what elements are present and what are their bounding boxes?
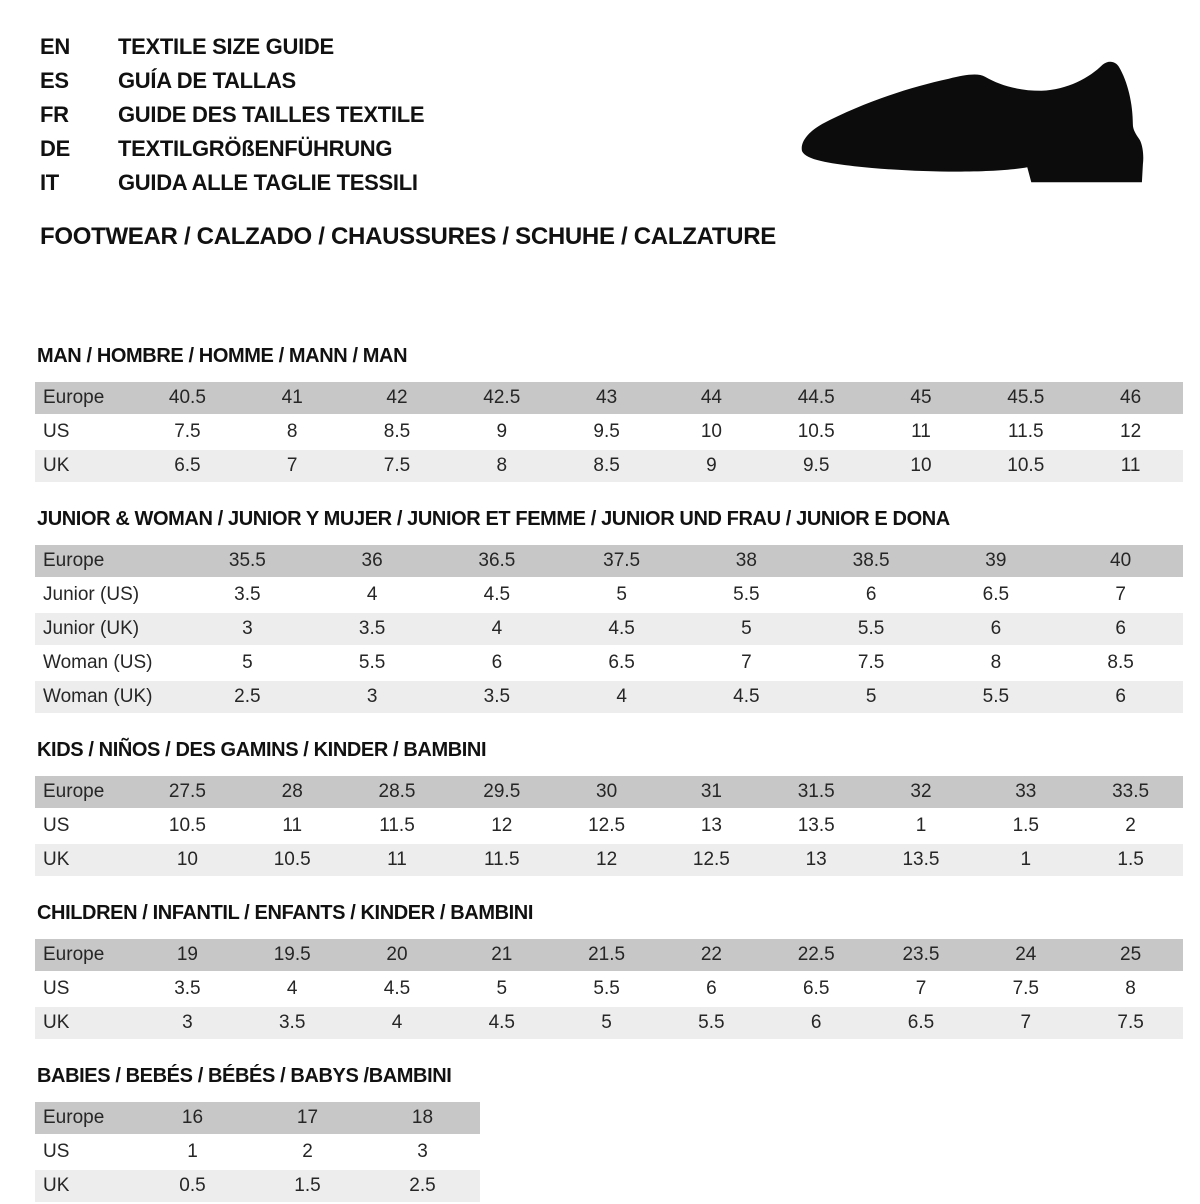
size-table-section <box>35 345 1183 484</box>
size-cell: 20 <box>345 939 450 972</box>
size-cell: 31.5 <box>764 776 869 809</box>
size-cell: 29.5 <box>449 776 554 809</box>
size-cell: 45.5 <box>973 382 1078 415</box>
size-cell: 43 <box>554 382 659 415</box>
row-label: Europe <box>35 939 135 972</box>
size-cell: 2 <box>1078 809 1183 843</box>
size-cell: 37.5 <box>559 545 684 578</box>
size-cell: 9 <box>659 449 764 483</box>
size-cell: 8.5 <box>1058 646 1183 680</box>
size-cell: 39 <box>934 545 1059 578</box>
language-code: ES <box>40 68 69 93</box>
size-cell: 8 <box>934 646 1059 680</box>
size-cell: 5 <box>559 578 684 612</box>
table-row <box>35 776 1183 809</box>
size-cell: 6.5 <box>764 972 869 1006</box>
language-code: FR <box>40 102 69 127</box>
size-table-section <box>35 902 1183 1041</box>
language-title-list <box>40 30 424 200</box>
size-tables <box>35 345 1183 1204</box>
size-cell: 6.5 <box>869 1006 974 1040</box>
size-cell: 6 <box>1058 612 1183 646</box>
size-cell: 38 <box>684 545 809 578</box>
size-cell: 1 <box>135 1135 250 1169</box>
size-cell: 28 <box>240 776 345 809</box>
size-cell: 19 <box>135 939 240 972</box>
table-row <box>35 646 1183 680</box>
size-cell: 9.5 <box>764 449 869 483</box>
size-cell: 2.5 <box>185 680 310 714</box>
size-cell: 9 <box>449 415 554 449</box>
size-cell: 5 <box>449 972 554 1006</box>
size-cell: 4.5 <box>345 972 450 1006</box>
size-cell: 5 <box>185 646 310 680</box>
size-cell: 41 <box>240 382 345 415</box>
language-code: EN <box>40 34 70 59</box>
size-cell: 5.5 <box>554 972 659 1006</box>
size-cell: 11 <box>240 809 345 843</box>
size-cell: 7.5 <box>1078 1006 1183 1040</box>
row-label: Junior (UK) <box>35 612 185 646</box>
guide-title: GUÍA DE TALLAS <box>118 68 296 93</box>
table-row <box>35 1135 480 1169</box>
size-cell: 7 <box>973 1006 1078 1040</box>
row-label: Woman (US) <box>35 646 185 680</box>
size-cell: 10 <box>869 449 974 483</box>
dress-shoe-silhouette <box>802 62 1144 183</box>
size-cell: 7.5 <box>135 415 240 449</box>
size-cell: 5.5 <box>934 680 1059 714</box>
size-cell: 7.5 <box>345 449 450 483</box>
size-cell: 4.5 <box>684 680 809 714</box>
size-cell: 3.5 <box>435 680 560 714</box>
size-cell: 13.5 <box>764 809 869 843</box>
size-cell: 3 <box>310 680 435 714</box>
guide-title: TEXTILE SIZE GUIDE <box>118 34 334 59</box>
size-cell: 40.5 <box>135 382 240 415</box>
size-table-title: CHILDREN / INFANTIL / ENFANTS / KINDER / BAMBINI <box>37 902 533 924</box>
size-cell: 3 <box>135 1006 240 1040</box>
size-cell: 1.5 <box>250 1169 365 1203</box>
guide-title: GUIDA ALLE TAGLIE TESSILI <box>118 170 418 195</box>
table-row <box>35 1102 480 1135</box>
size-cell: 9.5 <box>554 415 659 449</box>
language-row <box>40 166 424 200</box>
size-cell: 12.5 <box>554 809 659 843</box>
size-table <box>35 545 1183 715</box>
size-cell: 7 <box>869 972 974 1006</box>
size-cell: 1 <box>973 843 1078 877</box>
size-cell: 4.5 <box>449 1006 554 1040</box>
shoe-icon <box>798 55 1160 197</box>
size-cell: 10.5 <box>135 809 240 843</box>
table-row <box>35 612 1183 646</box>
size-cell: 21 <box>449 939 554 972</box>
size-cell: 18 <box>365 1102 480 1135</box>
size-cell: 42.5 <box>449 382 554 415</box>
language-row <box>40 132 424 166</box>
table-row <box>35 449 1183 483</box>
size-cell: 1.5 <box>1078 843 1183 877</box>
size-cell: 4 <box>559 680 684 714</box>
size-cell: 36 <box>310 545 435 578</box>
size-cell: 33 <box>973 776 1078 809</box>
size-cell: 8 <box>449 449 554 483</box>
size-cell: 8.5 <box>345 415 450 449</box>
size-cell: 36.5 <box>435 545 560 578</box>
size-cell: 16 <box>135 1102 250 1135</box>
size-cell: 46 <box>1078 382 1183 415</box>
size-cell: 5 <box>554 1006 659 1040</box>
size-cell: 6.5 <box>934 578 1059 612</box>
guide-title: TEXTILGRÖßENFÜHRUNG <box>118 136 393 161</box>
size-cell: 12.5 <box>659 843 764 877</box>
size-cell: 10 <box>659 415 764 449</box>
size-table-title: BABIES / BEBÉS / BÉBÉS / BABYS /BAMBINI <box>37 1065 452 1087</box>
size-cell: 7.5 <box>809 646 934 680</box>
size-cell: 40 <box>1058 545 1183 578</box>
size-cell: 30 <box>554 776 659 809</box>
row-label: US <box>35 809 135 843</box>
size-cell: 5.5 <box>684 578 809 612</box>
size-cell: 2 <box>250 1135 365 1169</box>
size-cell: 12 <box>554 843 659 877</box>
size-cell: 25 <box>1078 939 1183 972</box>
size-cell: 4 <box>435 612 560 646</box>
table-row <box>35 680 1183 714</box>
size-cell: 2.5 <box>365 1169 480 1203</box>
size-cell: 24 <box>973 939 1078 972</box>
size-cell: 3.5 <box>135 972 240 1006</box>
size-cell: 6.5 <box>559 646 684 680</box>
size-table-title: MAN / HOMBRE / HOMME / MANN / MAN <box>37 345 408 367</box>
size-cell: 6.5 <box>135 449 240 483</box>
category-title: FOOTWEAR / CALZADO / CHAUSSURES / SCHUHE / CALZATURE <box>40 223 776 250</box>
size-cell: 44 <box>659 382 764 415</box>
size-cell: 6 <box>934 612 1059 646</box>
size-table-section <box>35 739 1183 878</box>
row-label: UK <box>35 449 135 483</box>
size-cell: 3 <box>365 1135 480 1169</box>
size-cell: 6 <box>659 972 764 1006</box>
size-table-section <box>35 1065 1183 1204</box>
table-row <box>35 809 1183 843</box>
size-cell: 4 <box>310 578 435 612</box>
size-cell: 4 <box>345 1006 450 1040</box>
size-cell: 11.5 <box>345 809 450 843</box>
size-cell: 21.5 <box>554 939 659 972</box>
language-code: DE <box>40 136 70 161</box>
table-row <box>35 415 1183 449</box>
size-cell: 1 <box>869 809 974 843</box>
row-label: US <box>35 415 135 449</box>
size-table <box>35 776 1183 878</box>
size-cell: 11.5 <box>973 415 1078 449</box>
size-cell: 5 <box>684 612 809 646</box>
size-table-title: JUNIOR & WOMAN / JUNIOR Y MUJER / JUNIOR ET FEMME / JUNIOR UND FRAU / JUNIOR E DONA <box>37 508 950 530</box>
size-cell: 35.5 <box>185 545 310 578</box>
size-cell: 10.5 <box>240 843 345 877</box>
size-table-section <box>35 508 1183 715</box>
row-label: UK <box>35 1169 135 1203</box>
size-cell: 3 <box>185 612 310 646</box>
size-cell: 7 <box>240 449 345 483</box>
size-cell: 42 <box>345 382 450 415</box>
size-cell: 12 <box>449 809 554 843</box>
size-cell: 4.5 <box>435 578 560 612</box>
row-label: UK <box>35 1006 135 1040</box>
size-cell: 7 <box>684 646 809 680</box>
size-cell: 5.5 <box>809 612 934 646</box>
table-row <box>35 545 1183 578</box>
row-label: Woman (UK) <box>35 680 185 714</box>
size-cell: 3.5 <box>310 612 435 646</box>
language-code: IT <box>40 170 59 195</box>
size-cell: 10.5 <box>973 449 1078 483</box>
language-row <box>40 64 424 98</box>
size-cell: 38.5 <box>809 545 934 578</box>
size-table-title: KIDS / NIÑOS / DES GAMINS / KINDER / BAMBINI <box>37 739 487 761</box>
size-cell: 10.5 <box>764 415 869 449</box>
size-cell: 7 <box>1058 578 1183 612</box>
size-cell: 22 <box>659 939 764 972</box>
size-cell: 11 <box>345 843 450 877</box>
size-cell: 13 <box>659 809 764 843</box>
row-label: Europe <box>35 1102 135 1135</box>
size-cell: 11 <box>869 415 974 449</box>
size-cell: 32 <box>869 776 974 809</box>
size-cell: 13.5 <box>869 843 974 877</box>
size-cell: 10 <box>135 843 240 877</box>
size-cell: 1.5 <box>973 809 1078 843</box>
size-cell: 31 <box>659 776 764 809</box>
size-table <box>35 1102 480 1204</box>
size-table <box>35 939 1183 1041</box>
size-cell: 19.5 <box>240 939 345 972</box>
guide-title: GUIDE DES TAILLES TEXTILE <box>118 102 425 127</box>
size-cell: 5.5 <box>310 646 435 680</box>
table-row <box>35 1169 480 1203</box>
row-label: Europe <box>35 776 135 809</box>
size-cell: 11.5 <box>449 843 554 877</box>
size-cell: 6 <box>764 1006 869 1040</box>
row-label: UK <box>35 843 135 877</box>
size-cell: 6 <box>809 578 934 612</box>
size-cell: 23.5 <box>869 939 974 972</box>
size-cell: 11 <box>1078 449 1183 483</box>
size-cell: 3.5 <box>240 1006 345 1040</box>
table-row <box>35 382 1183 415</box>
size-cell: 45 <box>869 382 974 415</box>
size-cell: 17 <box>250 1102 365 1135</box>
table-row <box>35 972 1183 1006</box>
size-cell: 22.5 <box>764 939 869 972</box>
table-row <box>35 578 1183 612</box>
size-cell: 5 <box>809 680 934 714</box>
size-cell: 8.5 <box>554 449 659 483</box>
row-label: Europe <box>35 382 135 415</box>
size-cell: 6 <box>435 646 560 680</box>
row-label: US <box>35 972 135 1006</box>
size-cell: 8 <box>1078 972 1183 1006</box>
table-row <box>35 843 1183 877</box>
table-row <box>35 1006 1183 1040</box>
size-cell: 5.5 <box>659 1006 764 1040</box>
size-cell: 6 <box>1058 680 1183 714</box>
size-cell: 12 <box>1078 415 1183 449</box>
size-cell: 7.5 <box>973 972 1078 1006</box>
size-cell: 33.5 <box>1078 776 1183 809</box>
size-table <box>35 382 1183 484</box>
row-label: US <box>35 1135 135 1169</box>
size-cell: 13 <box>764 843 869 877</box>
size-cell: 4 <box>240 972 345 1006</box>
size-cell: 28.5 <box>345 776 450 809</box>
size-cell: 27.5 <box>135 776 240 809</box>
row-label: Junior (US) <box>35 578 185 612</box>
language-row <box>40 30 424 64</box>
table-row <box>35 939 1183 972</box>
language-row <box>40 98 424 132</box>
size-cell: 0.5 <box>135 1169 250 1203</box>
size-cell: 4.5 <box>559 612 684 646</box>
size-cell: 8 <box>240 415 345 449</box>
size-cell: 3.5 <box>185 578 310 612</box>
row-label: Europe <box>35 545 185 578</box>
size-cell: 44.5 <box>764 382 869 415</box>
